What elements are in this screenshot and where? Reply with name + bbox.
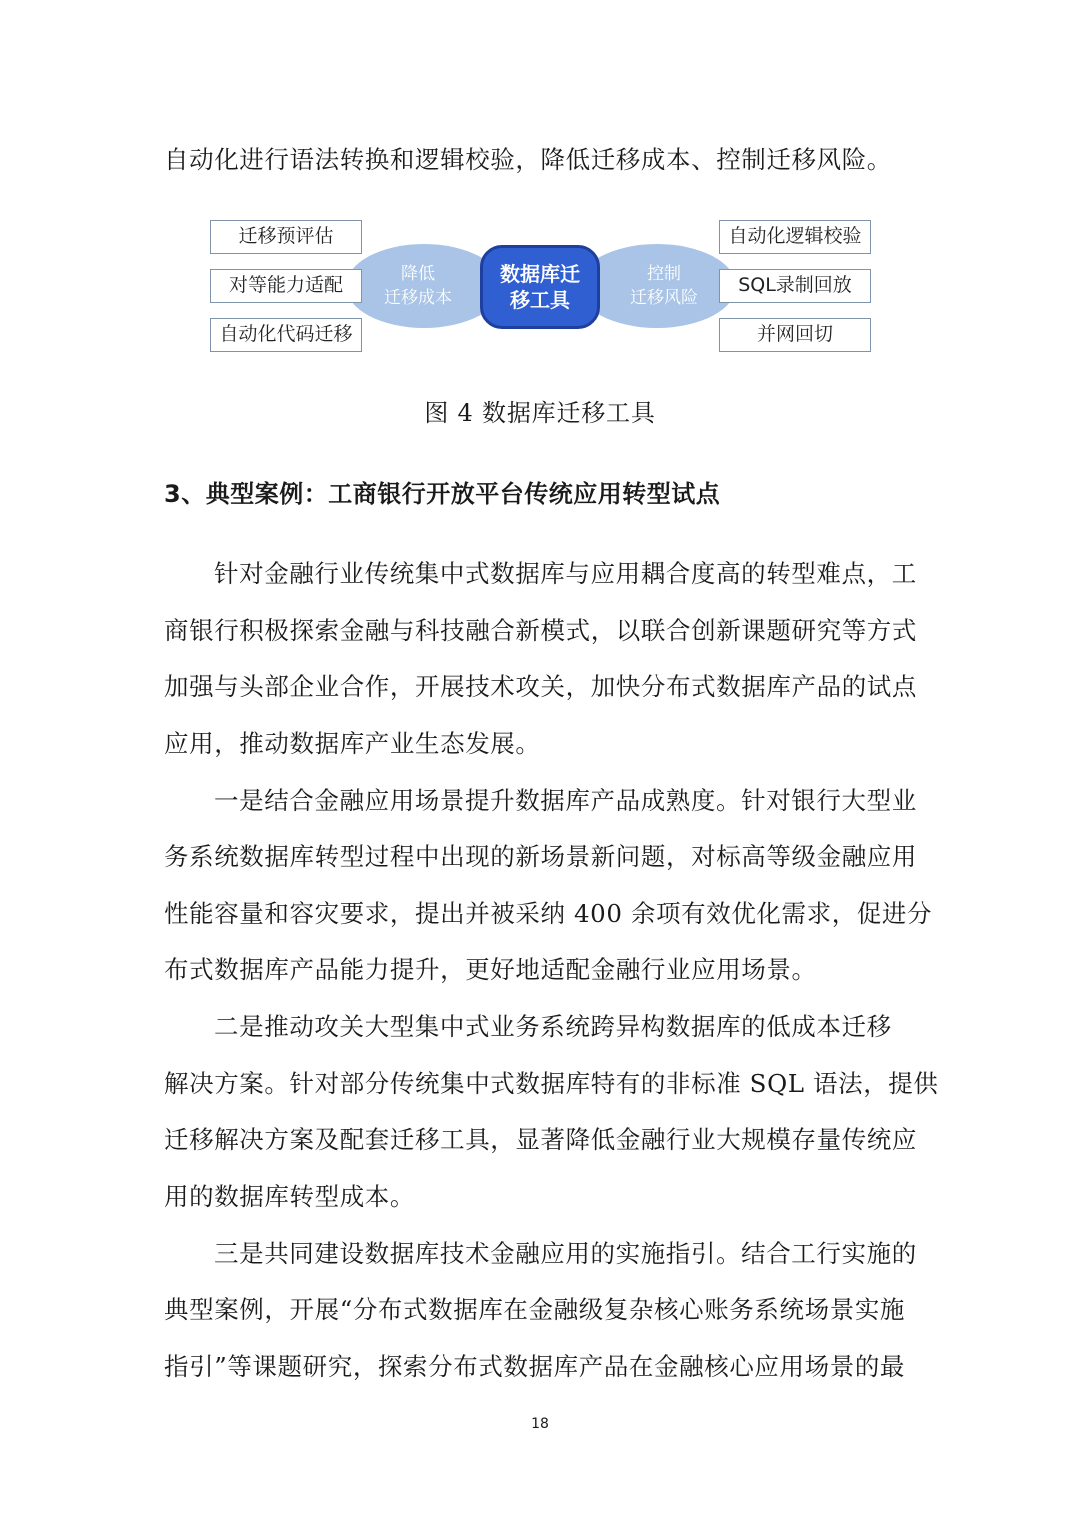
page-number: 18 — [531, 1416, 549, 1432]
right-box: 并网回切 — [719, 318, 871, 352]
left-box: 对等能力适配 — [210, 269, 362, 303]
paragraph-line: 典型案例，开展“分布式数据库在金融级复杂核心账务系统场景实施 — [164, 1295, 906, 1324]
ellipse-text: 控制 — [647, 264, 681, 284]
ellipse-text: 迁移成本 — [384, 288, 452, 308]
paragraph-line: 指引”等课题研究，探索分布式数据库产品在金融核心应用场景的最 — [164, 1352, 906, 1381]
paragraph-line: 应用，推动数据库产业生态发展。 — [164, 729, 541, 758]
paragraph-line: 用的数据库转型成本。 — [164, 1182, 415, 1211]
right-box: SQL录制回放 — [719, 269, 871, 303]
paragraph-line: 解决方案。针对部分传统集中式数据库特有的非标准 SQL 语法，提供 — [164, 1069, 939, 1098]
paragraph-line: 二是推动攻关大型集中式业务系统跨异构数据库的低成本迁移 — [214, 1012, 892, 1041]
center-box — [480, 245, 600, 329]
control-risk-ellipse — [578, 244, 736, 328]
paragraph-line: 一是结合金融应用场景提升数据库产品成熟度。针对银行大型业 — [214, 786, 917, 815]
paragraph-line: 加强与头部企业合作，开展技术攻关，加快分布式数据库产品的试点 — [164, 672, 917, 701]
left-box: 迁移预评估 — [210, 220, 362, 254]
paragraph-line: 商银行积极探索金融与科技融合新模式，以联合创新课题研究等方式 — [164, 616, 917, 645]
center-text: 数据库迁 — [500, 262, 580, 286]
section-heading: 3、典型案例：工商银行开放平台传统应用转型试点 — [164, 480, 721, 508]
ellipse-text: 降低 — [401, 264, 435, 284]
reduce-cost-ellipse — [346, 244, 502, 328]
left-box: 自动化代码迁移 — [210, 318, 362, 352]
center-text: 移工具 — [510, 288, 570, 312]
paragraph-line: 针对金融行业传统集中式数据库与应用耦合度高的转型难点，工 — [214, 559, 917, 588]
paragraph-line: 性能容量和容灾要求，提出并被采纳 400 余项有效优化需求，促进分 — [164, 899, 933, 928]
paragraph-line: 迁移解决方案及配套迁移工具，显著降低金融行业大规模存量传统应 — [164, 1125, 917, 1154]
paragraph-line: 务系统数据库转型过程中出现的新场景新问题，对标高等级金融应用 — [164, 842, 917, 871]
paragraph-line: 三是共同建设数据库技术金融应用的实施指引。结合工行实施的 — [214, 1239, 917, 1268]
intro-line: 自动化进行语法转换和逻辑校验，降低迁移成本、控制迁移风险。 — [164, 145, 892, 174]
ellipse-text: 迁移风险 — [630, 288, 698, 308]
paragraph-line: 布式数据库产品能力提升，更好地适配金融行业应用场景。 — [164, 955, 817, 984]
right-box: 自动化逻辑校验 — [719, 220, 871, 254]
figure-caption: 图 4 数据库迁移工具 — [424, 399, 656, 427]
